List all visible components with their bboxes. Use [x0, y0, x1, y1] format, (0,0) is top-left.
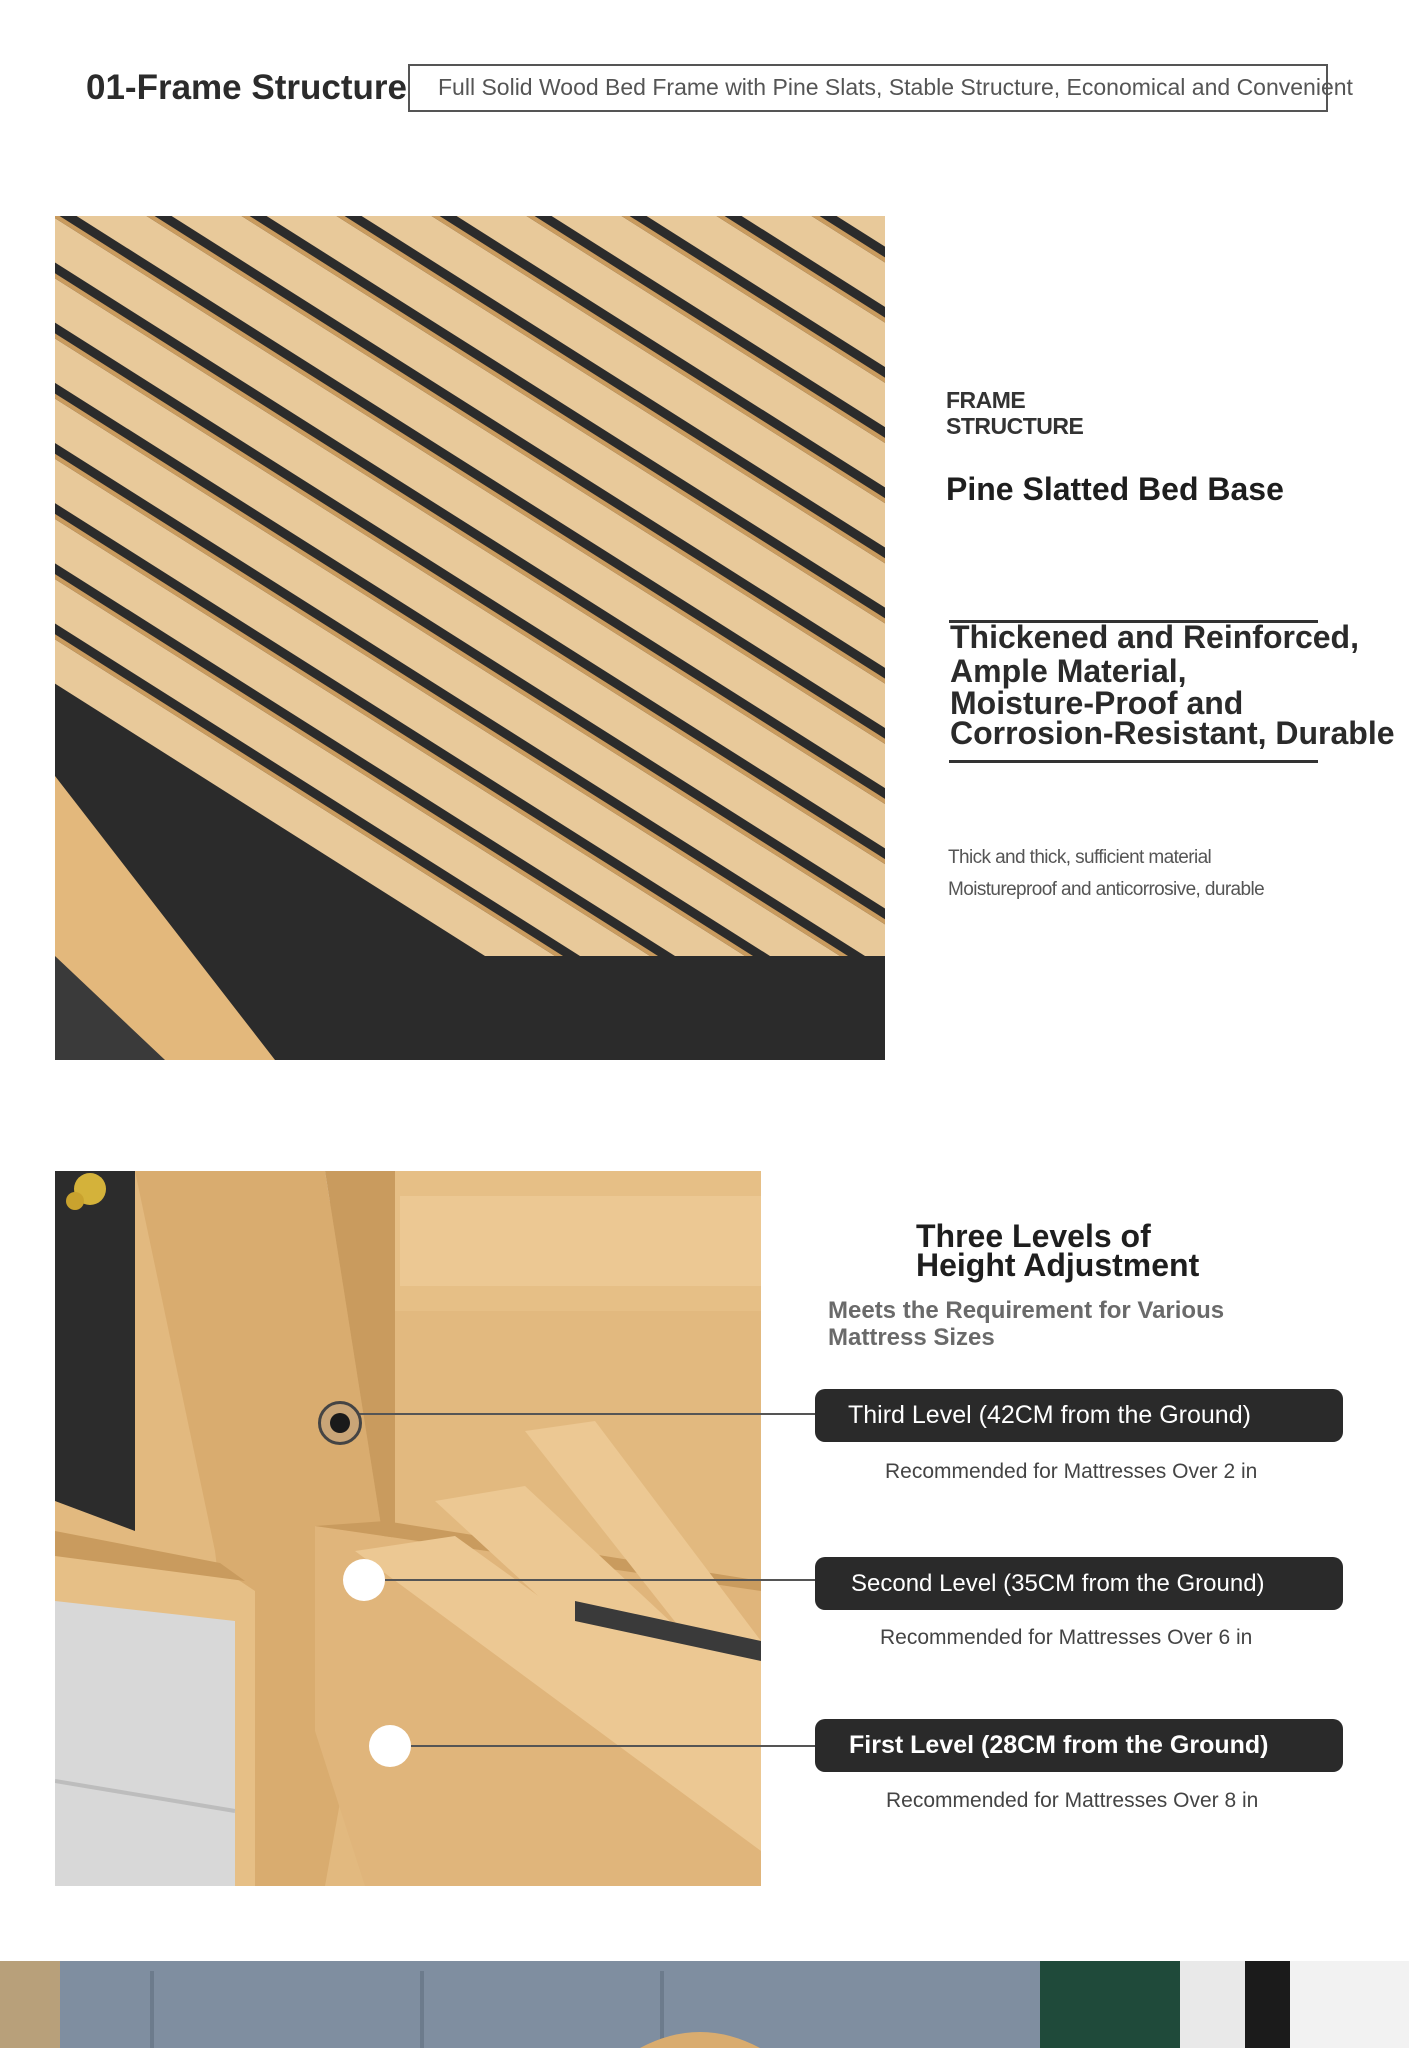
feature-subtext	[948, 842, 1264, 906]
heading-line: Three Levels of	[916, 1218, 1151, 1254]
heading-line: Height Adjustment	[916, 1247, 1200, 1283]
second-level-recommendation: Recommended for Mattresses Over 6 in	[880, 1626, 1253, 1649]
third-level-recommendation: Recommended for Mattresses Over 2 in	[885, 1460, 1258, 1483]
pine-slats-photo	[55, 216, 885, 1060]
height-adjustment-heading	[916, 1218, 1200, 1283]
second-level-label: Second Level (35CM from the Ground)	[815, 1557, 1343, 1610]
first-level-label: First Level (28CM from the Ground)	[815, 1719, 1343, 1772]
third-level-marker	[318, 1401, 362, 1445]
section-title: 01-Frame Structure	[86, 68, 407, 107]
feature-line: Corrosion-Resistant, Durable	[950, 715, 1395, 751]
subtext-line: Moistureproof and anticorrosive, durable	[948, 879, 1265, 900]
eyebrow-line: STRUCTURE	[946, 413, 1084, 439]
subtext-line: Thick and thick, sufficient material	[948, 847, 1212, 868]
subheading-line: Meets the Requirement for Various	[828, 1297, 1225, 1324]
eyebrow-line: FRAME	[946, 387, 1026, 413]
first-level-recommendation: Recommended for Mattresses Over 8 in	[886, 1789, 1259, 1812]
frame-structure-eyebrow	[946, 387, 1083, 439]
bedroom-photo-strip	[0, 1961, 1409, 2048]
height-adjustment-photo	[55, 1171, 761, 1886]
feature-line: Ample Material,	[950, 653, 1187, 689]
divider-bottom	[949, 760, 1318, 763]
leader-line-third	[356, 1413, 816, 1415]
third-level-label: Third Level (42CM from the Ground)	[815, 1389, 1343, 1442]
feature-heading	[950, 619, 1395, 751]
feature-line: Thickened and Reinforced,	[950, 619, 1359, 655]
leader-line-first	[409, 1745, 816, 1747]
second-level-marker	[343, 1559, 385, 1601]
pine-slatted-heading: Pine Slatted Bed Base	[946, 471, 1284, 507]
section-description: Full Solid Wood Bed Frame with Pine Slats, Stable Structure, Economical and Convenient	[438, 74, 1353, 100]
subheading-line: Mattress Sizes	[828, 1324, 995, 1351]
height-adjustment-subheading	[828, 1297, 1224, 1351]
feature-line: Moisture-Proof and	[950, 685, 1244, 721]
leader-line-second	[385, 1579, 816, 1581]
first-level-marker	[369, 1725, 411, 1767]
